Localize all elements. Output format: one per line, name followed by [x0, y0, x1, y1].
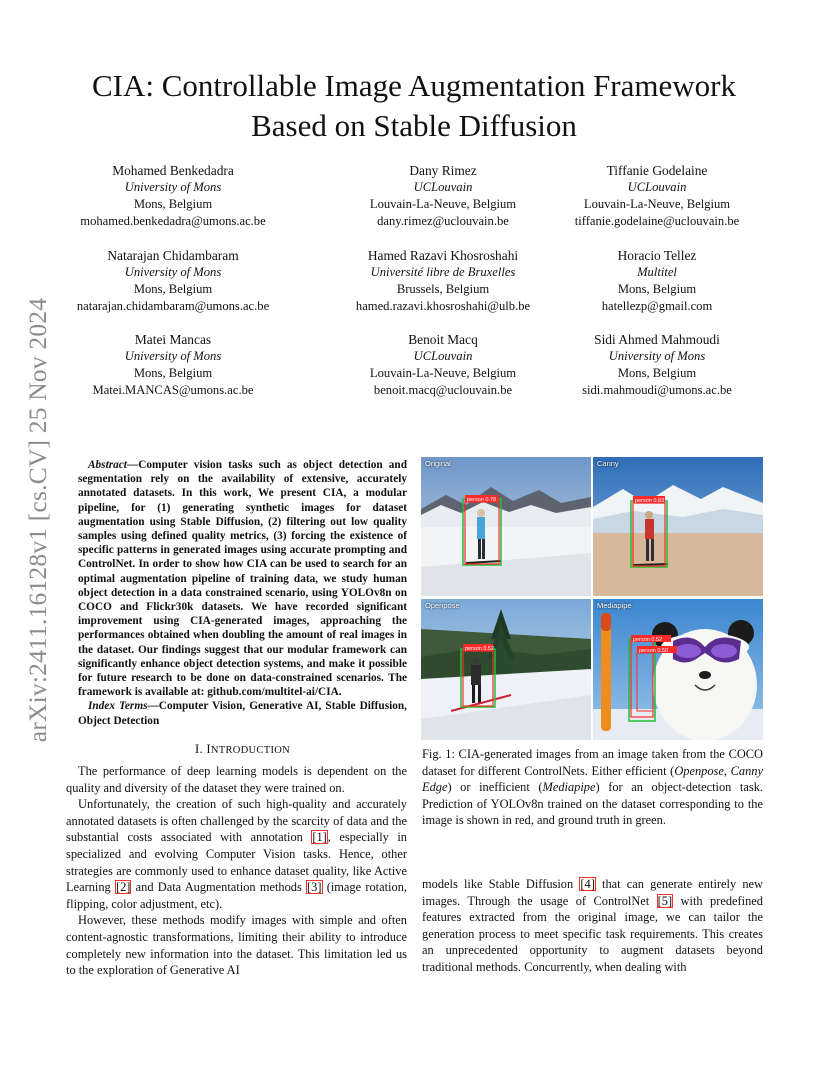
author-block [48, 331, 298, 399]
author-block [318, 331, 568, 399]
introduction-body [66, 763, 407, 979]
author-email[interactable]: mohamed.benkedadra@umons.ac.be [80, 214, 266, 228]
text-run: with predefined features extracted from the original image, we can tailor the generation process to meet specific task requirements. This creates an unprecedented opportunity to augment datasets beyond traditional methods. Concurrently, when dealing with [422, 893, 763, 974]
author-block [48, 247, 298, 315]
abstract-lead: Abstract [88, 459, 127, 471]
text-run: (image rotation, flipping, color adjustment, etc). [66, 880, 407, 911]
paper-title-line-2: Based on Stable Diffusion [251, 108, 577, 143]
intro-paragraph: However, these methods modify images with simple and often content-agnostic transformations, limiting their ability to introduce completely new information into the dataset. This limitation led us to the exploration of Generative AI [66, 913, 407, 978]
detection-box-label: person 0.52 [633, 637, 663, 643]
author-affiliation: University of Mons [124, 349, 222, 363]
panel-label: Canny [597, 459, 619, 468]
author-name: Hamed Razavi Khosroshahi [367, 248, 519, 263]
author-name: Benoit Macq [408, 332, 478, 347]
figure-panel-openpose [421, 599, 591, 740]
author-location: Mons, Belgium [617, 366, 697, 380]
author-email[interactable]: benoit.macq@uclouvain.be [373, 383, 513, 397]
author-block [318, 247, 568, 315]
author-block [48, 162, 298, 230]
author-email[interactable]: Matei.MANCAS@umons.ac.be [92, 383, 254, 397]
panel-label: Openpose [425, 601, 460, 610]
citation-link[interactable]: [2] [115, 880, 131, 895]
section-title-initial: I [206, 742, 211, 756]
citation-link[interactable]: [3] [307, 880, 322, 895]
author-location: Mons, Belgium [133, 282, 213, 296]
author-affiliation: UCLouvain [413, 180, 473, 194]
text-run: Canny Edge [422, 763, 763, 795]
author-block [532, 247, 782, 315]
author-name: Tiffanie Godelaine [606, 163, 708, 178]
text-run: , [723, 763, 731, 778]
text-run: models like Stable Diffusion [422, 877, 580, 891]
detection-box-label: person 0.83 [635, 498, 665, 504]
author-name: Dany Rimez [409, 163, 477, 178]
index-terms-body: —Computer Vision, Generative AI, Stable Diffusion, Object Detection [78, 700, 407, 727]
author-name: Sidi Ahmed Mahmoudi [594, 332, 720, 347]
section-title-rest: NTRODUCTION [210, 745, 291, 756]
arxiv-identifier-stamp: arXiv:2411.16128v1 [cs.CV] 25 Nov 2024 [23, 297, 52, 743]
author-affiliation: University of Mons [124, 265, 222, 279]
citation-link[interactable]: [1] [312, 830, 327, 845]
author-block [532, 162, 782, 230]
index-terms [78, 699, 407, 727]
author-block [532, 331, 782, 399]
text-run: ) for an object-detection task. Prediction of YOLOv8n trained on the dataset corresponding to the image is shown in red, and ground truth in green. [422, 780, 763, 828]
citation-link[interactable]: [5] [657, 893, 673, 908]
author-location: Louvain-La-Neuve, Belgium [369, 197, 517, 211]
section-number: I. [194, 742, 207, 756]
author-location: Louvain-La-Neuve, Belgium [583, 197, 731, 211]
text-run: and Data Augmentation methods [131, 880, 307, 895]
paper-title [60, 66, 768, 146]
author-location: Mons, Belgium [133, 197, 213, 211]
author-affiliation: UCLouvain [627, 180, 687, 194]
author-name: Horacio Tellez [617, 248, 697, 263]
index-terms-lead: Index Terms [88, 700, 148, 713]
body-paragraph [422, 876, 763, 976]
photo-canny [593, 457, 763, 596]
author-email[interactable]: dany.rimez@uclouvain.be [377, 214, 509, 228]
author-location: Mons, Belgium [133, 366, 213, 380]
text-run: , especially in specialized and evolving Computer Vision tasks. Hence, other strategies are commonly used to enhance dataset quality, like Active Learning [66, 830, 407, 895]
abstract-paragraph [78, 458, 407, 699]
intro-paragraph: The performance of deep learning models is dependent on the quality and diversity of the dataset they were trained on. [66, 764, 407, 795]
photo-original [421, 457, 591, 596]
text-run: Openpose [674, 763, 724, 778]
author-location: Louvain-La-Neuve, Belgium [369, 366, 517, 380]
abstract [78, 458, 407, 728]
text-run: that can generate entirely new images. Through the usage of ControlNet [422, 877, 763, 908]
author-name: Matei Mancas [134, 332, 212, 347]
photo-openpose [421, 599, 591, 740]
detection-box-label: person 0.52 [465, 646, 495, 652]
text-run: ) or inefficient ( [447, 780, 543, 795]
panel-label: Original [425, 459, 451, 468]
detection-box-label: person 0.50 [639, 648, 669, 654]
author-location: Brussels, Belgium [396, 282, 490, 296]
author-email[interactable]: hamed.razavi.khosroshahi@ulb.be [355, 299, 531, 313]
panel-label: Mediapipe [597, 601, 632, 610]
author-affiliation: University of Mons [608, 349, 706, 363]
author-affiliation: Multitel [637, 265, 677, 279]
author-email[interactable]: hatellezp@gmail.com [601, 299, 713, 313]
detection-box-label: person 0.78 [467, 497, 497, 503]
text-run: Fig. 1: CIA-generated images from an image taken from the COCO dataset for different ControlNets. Either efficient ( [422, 747, 763, 778]
author-name: Natarajan Chidambaram [107, 248, 239, 263]
author-email[interactable]: tiffanie.godelaine@uclouvain.be [574, 214, 740, 228]
author-affiliation: Université libre de Bruxelles [370, 265, 516, 279]
text-run: Mediapipe [542, 780, 596, 795]
figure-caption [422, 746, 763, 829]
figure-panel-mediapipe [593, 599, 763, 740]
photo-mediapipe [593, 599, 763, 740]
figure-panel-original [421, 457, 591, 596]
figure-panel-canny [593, 457, 763, 596]
right-column-body [422, 876, 763, 976]
paper-title-line-1: CIA: Controllable Image Augmentation Framework [92, 68, 736, 103]
author-location: Mons, Belgium [617, 282, 697, 296]
author-affiliation: University of Mons [124, 180, 222, 194]
author-email[interactable]: natarajan.chidambaram@umons.ac.be [76, 299, 270, 313]
author-email[interactable]: sidi.mahmoudi@umons.ac.be [582, 383, 732, 397]
abstract-body: —Computer vision tasks such as object detection and segmentation rely on the availability of extensive, accurately annotated datasets. In this work, We present CIA, a modular pipeline, for (1) generating synthetic images for dataset augmentation using Stable Diffusion, (2) filtering out low quality samples using defined quality metrics, (3) forcing the existence of specific patterns in generated images using accurate prompting and ControlNet. In order to show how CIA can be used to search for an optimal augmentation pipeline of training data, we study human object detection in a data constrained scenario, using YOLOv8n on COCO and Flickr30k datasets. We have recorded significant improvement using CIA-generated images, approaching the performances obtained when doubling the amount of real images in the dataset. Our findings suggest that our modular framework can significantly enhance object detection systems, and make it possible for future research to be done on data-constrained scenarios. The framework is available at: github.com/multitel-ai/CIA. [78, 459, 407, 699]
intro-paragraph [66, 796, 407, 912]
author-affiliation: UCLouvain [413, 349, 473, 363]
section-heading-introduction [78, 742, 407, 757]
author-name: Mohamed Benkedadra [112, 163, 234, 178]
text-run: Unfortunately, the creation of such high-quality and accurately annotated datasets is often challenged by the scarcity of data and the substantial costs associated with annotation [66, 797, 407, 845]
author-block [318, 162, 568, 230]
citation-link[interactable]: [4] [580, 877, 595, 891]
